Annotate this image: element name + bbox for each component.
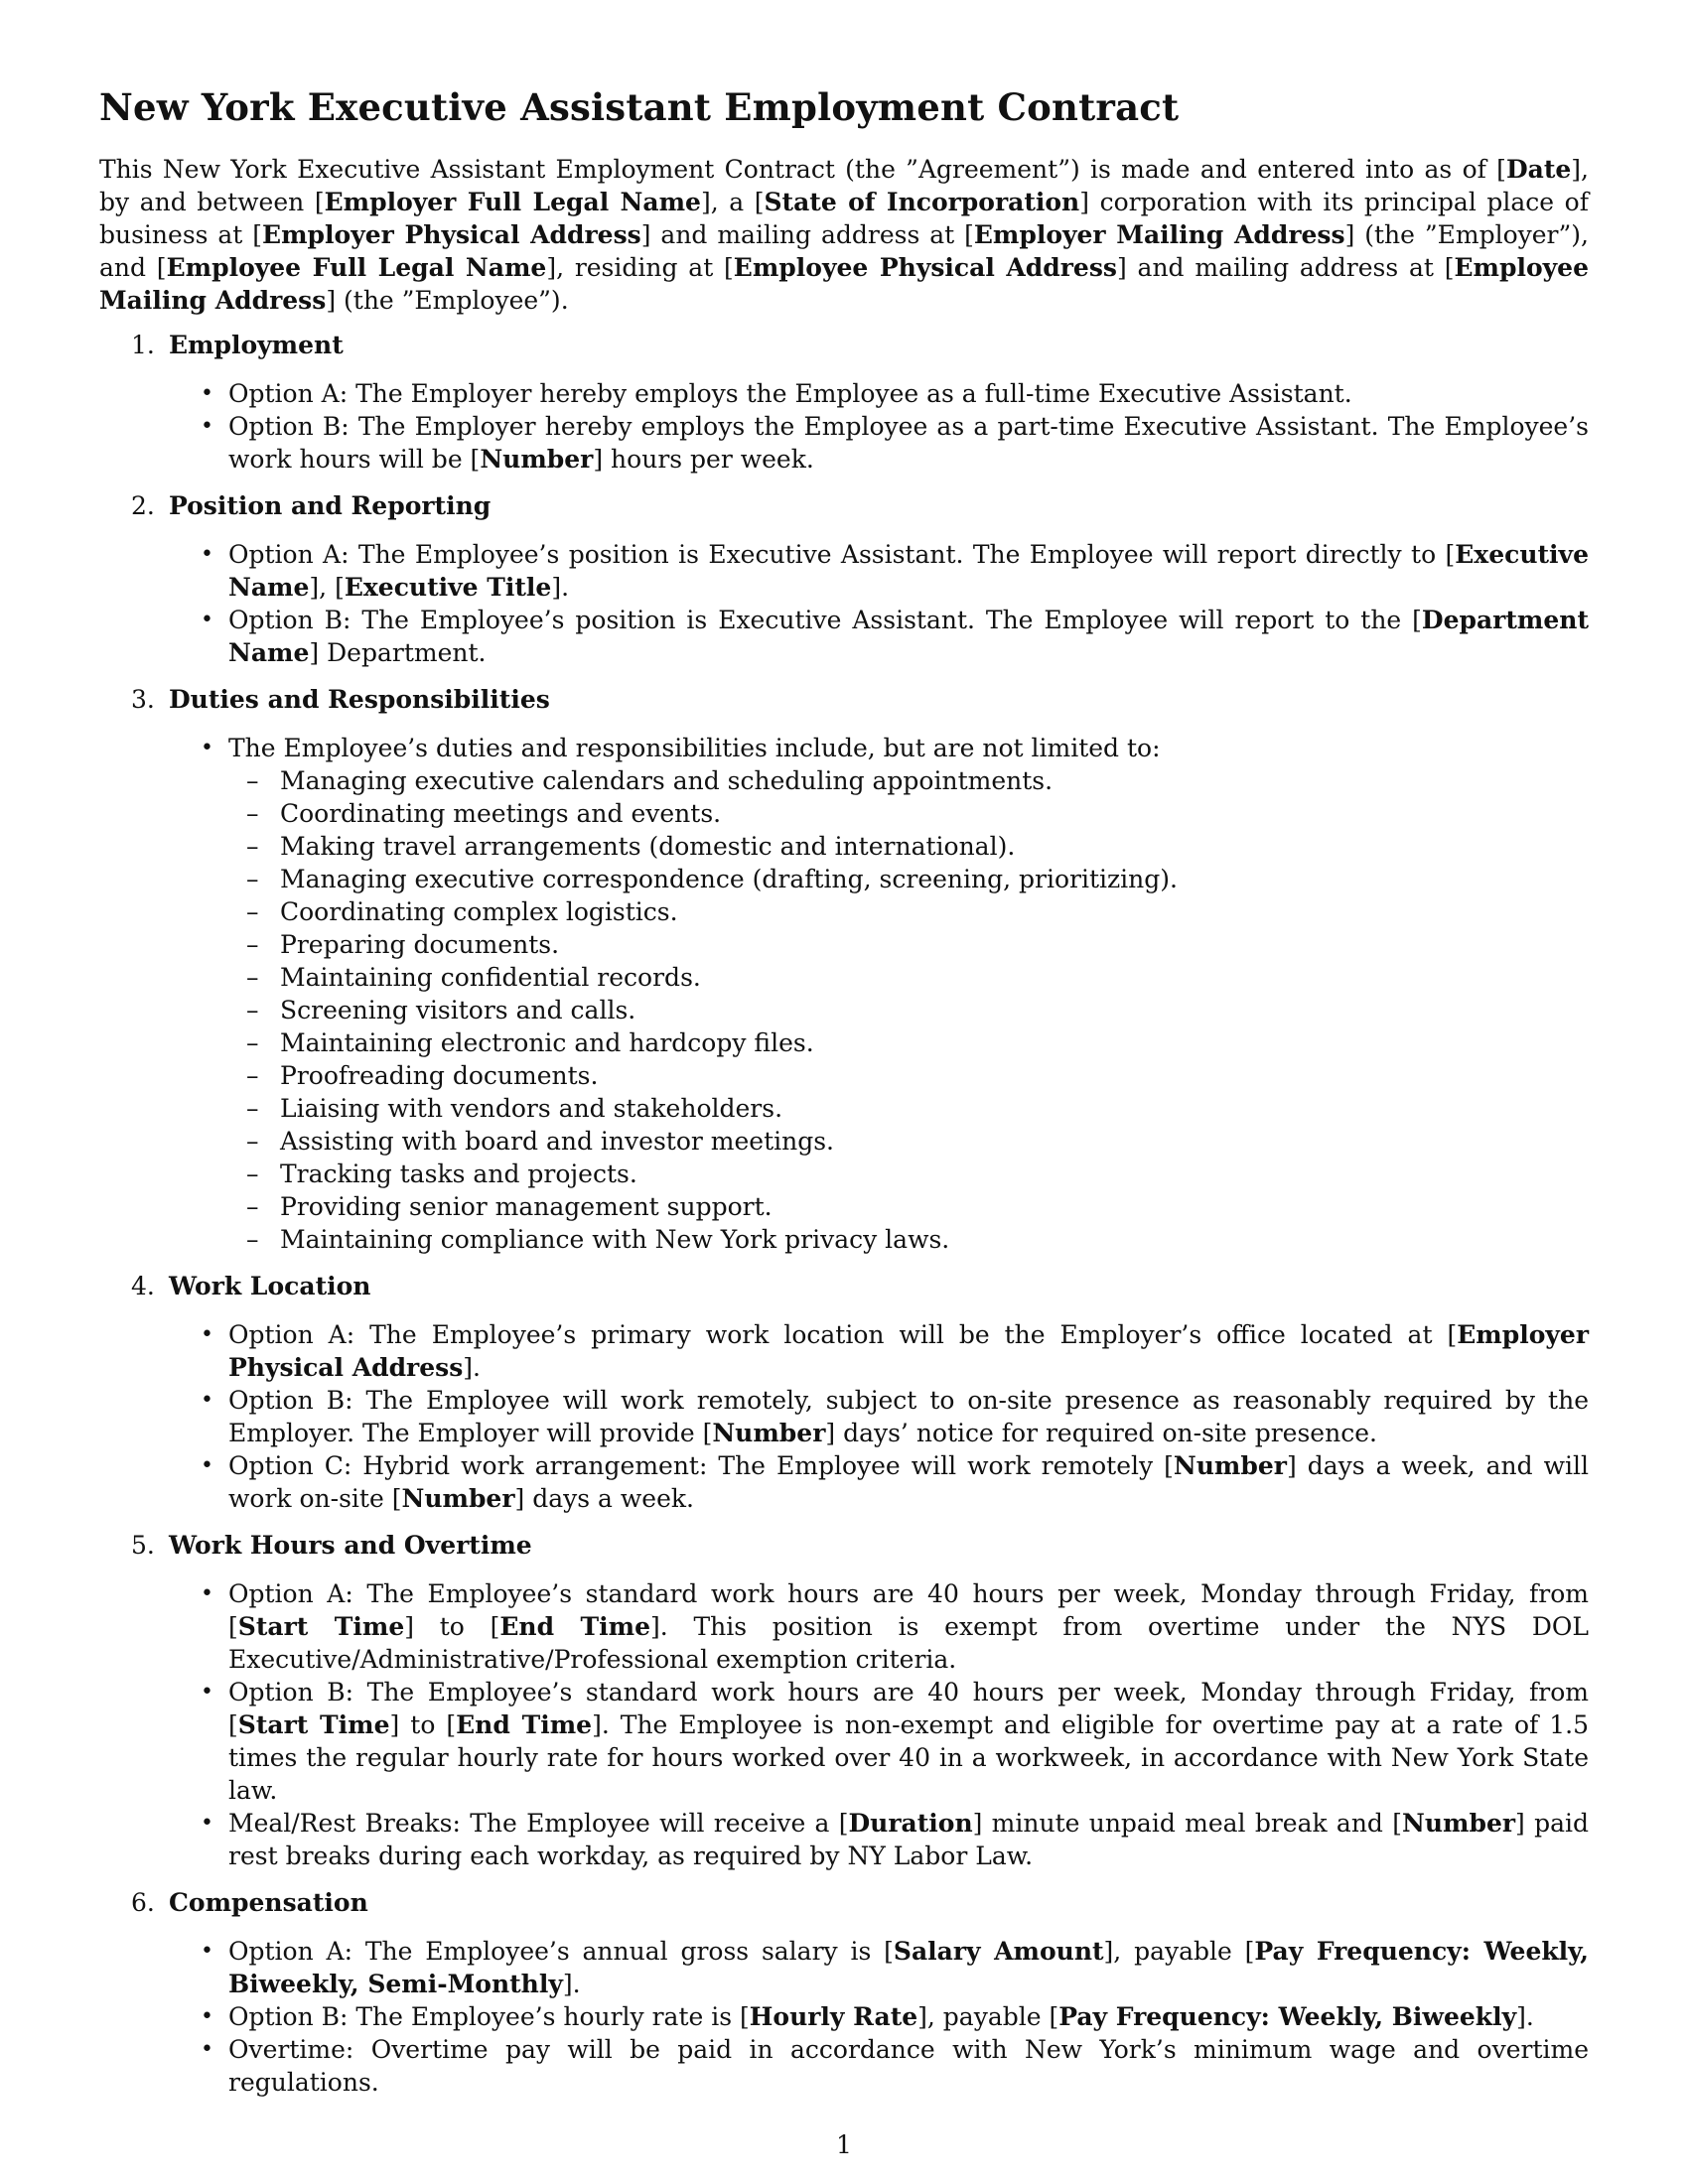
duty-item: – Maintaining confidential records. [228, 961, 1589, 994]
duty-item: – Managing executive correspondence (drafting, screening, prioritizing). [228, 863, 1589, 895]
section-position-reporting [99, 489, 1589, 669]
duty-item: – Maintaining electronic and hardcopy files. [228, 1026, 1589, 1059]
section-compensation [99, 1886, 1589, 2099]
section-work-hours [99, 1529, 1589, 1872]
duties-item: • The Employee’s duties and responsibilities include, but are not limited to: – Managing executive calendars and scheduling appointments. – Coordinating meetings and events. – Making travel arrangements (domestic and international). – Managing executive correspondence (drafting, screening, prioritizing). – Coordinating complex logistics. – Preparing documents. – Maintaining confidential records. – Screening visitors and calls. – Maintaining electronic and hardcopy files. – Proofreading documents. – Liaising with vendors and stakeholders. – Assisting with board and investor meetings. – Tracking tasks and projects. – Providing senior management support. – Maintaining compliance with New York privacy laws. [99, 732, 1589, 1256]
option-b: • Option B: The Employee will work remotely, subject to on-site presence as reasonably required by the Employer. The Employer will provide [Number] days’ notice for required on-site presence. [99, 1384, 1589, 1449]
duty-item: – Coordinating complex logistics. [228, 895, 1589, 928]
section-options [99, 1935, 1589, 2099]
duty-item: – Managing executive calendars and scheduling appointments. [228, 764, 1589, 797]
section-work-location [99, 1270, 1589, 1515]
section-duties [99, 683, 1589, 1256]
document-title: New York Executive Assistant Employment Contract [99, 85, 1180, 129]
duty-item: – Coordinating meetings and events. [228, 797, 1589, 830]
duty-item: – Assisting with board and investor meetings. [228, 1125, 1589, 1158]
contract-sections [99, 329, 1589, 2099]
option-b: • Option B: The Employer hereby employs the Employee as a part-time Executive Assistant. The Employee’s work hours will be [Number] hours per week. [99, 410, 1589, 476]
placeholder-employee-mailing-address: Employee Mailing Address [99, 253, 1589, 315]
section-heading: 6. Compensation [131, 1888, 368, 1917]
option-a: • Option A: The Employee’s standard work hours are 40 hours per week, Monday through Friday, from [Start Time] to [End Time]. This position is exempt from overtime under the NYS DOL Executive/Administrative/Professional exemption criteria. [99, 1577, 1589, 1676]
section-options [99, 538, 1589, 669]
intro-paragraph: This New York Executive Assistant Employment Contract (the ”Agreement”) is made and entered into as of [Date], by and between [Employer Full Legal Name], a [State of Incorporation] corporation with its principal place of business at [Employer Physical Address] and mailing address at [Employer Mailing Address] (the ”Employer”), and [Employee Full Legal Name], residing at [Employee Physical Address] and mailing address at [Employee Mailing Address] (the ”Employee”). [99, 155, 1589, 315]
contract-page [99, 85, 1589, 2113]
section-heading: 1. Employment [131, 331, 344, 359]
option-a: • Option A: The Employee’s position is Executive Assistant. The Employee will report directly to [Executive Name], [Executive Title]. [99, 538, 1589, 604]
duty-item: – Screening visitors and calls. [228, 994, 1589, 1026]
section-heading: 2. Position and Reporting [131, 491, 492, 520]
section-options [99, 1577, 1589, 1872]
section-options [99, 732, 1589, 1256]
duty-item: – Liaising with vendors and stakeholders. [228, 1092, 1589, 1125]
duty-item: – Tracking tasks and projects. [228, 1158, 1589, 1190]
duty-item: – Maintaining compliance with New York privacy laws. [228, 1223, 1589, 1256]
section-options [99, 1318, 1589, 1515]
overtime-note: • Overtime: Overtime pay will be paid in accordance with New York’s minimum wage and overtime regulations. [99, 2033, 1589, 2099]
placeholder-employer-mailing-address: Employer Mailing Address [973, 220, 1345, 249]
option-b: • Option B: The Employee’s standard work hours are 40 hours per week, Monday through Friday, from [Start Time] to [End Time]. The Employee is non-exempt and eligible for overtime pay at a rate of 1.5 times the regular hourly rate for hours worked over 40 in a workweek, in accordance with New York State law. [99, 1676, 1589, 1807]
duty-item: – Preparing documents. [228, 928, 1589, 961]
section-heading: 5. Work Hours and Overtime [131, 1531, 532, 1560]
section-employment [99, 329, 1589, 476]
option-a: • Option A: The Employer hereby employs the Employee as a full-time Executive Assistant. [99, 377, 1589, 410]
section-heading: 3. Duties and Responsibilities [131, 685, 550, 714]
placeholder-employer-physical-address: Employer Physical Address [262, 220, 641, 249]
duties-list [228, 764, 1589, 1256]
meal-rest-breaks: • Meal/Rest Breaks: The Employee will receive a [Duration] minute unpaid meal break and [Number] paid rest breaks during each workday, as required by NY Labor Law. [99, 1807, 1589, 1872]
placeholder-employer-name: Employer Full Legal Name [324, 188, 701, 216]
option-c: • Option C: Hybrid work arrangement: The Employee will work remotely [Number] days a week, and will work on-site [Number] days a week. [99, 1449, 1589, 1515]
option-a: • Option A: The Employee’s annual gross salary is [Salary Amount], payable [Pay Frequency: Weekly, Biweekly, Semi-Monthly]. [99, 1935, 1589, 2000]
duty-item: – Providing senior management support. [228, 1190, 1589, 1223]
placeholder-employee-physical-address: Employee Physical Address [733, 253, 1117, 282]
placeholder-state: State of Incorporation [764, 188, 1080, 216]
page-number: 1 [836, 2130, 852, 2159]
duty-item: – Making travel arrangements (domestic and international). [228, 830, 1589, 863]
section-options [99, 377, 1589, 476]
option-a: • Option A: The Employee’s primary work location will be the Employer’s office located at [Employer Physical Address]. [99, 1318, 1589, 1384]
placeholder-date: Date [1505, 155, 1572, 184]
option-b: • Option B: The Employee’s hourly rate is [Hourly Rate], payable [Pay Frequency: Weekly, Biweekly]. [99, 2000, 1589, 2033]
placeholder-employee-name: Employee Full Legal Name [166, 253, 547, 282]
section-heading: 4. Work Location [131, 1272, 371, 1300]
option-b: • Option B: The Employee’s position is Executive Assistant. The Employee will report to the [Department Name] Department. [99, 604, 1589, 669]
duty-item: – Proofreading documents. [228, 1059, 1589, 1092]
